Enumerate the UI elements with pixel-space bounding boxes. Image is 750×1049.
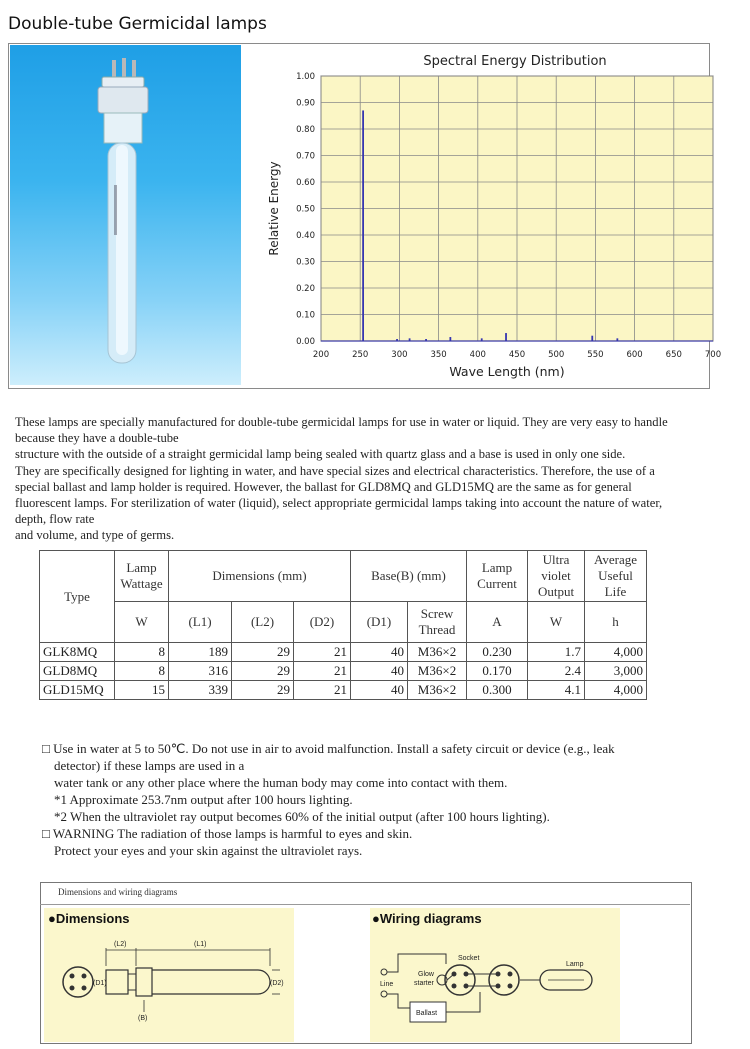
note-line: *1 Approximate 253.7nm output after 100 hours lighting. [54, 792, 353, 807]
header-uv-output: Ultra violet Output [528, 551, 585, 602]
diagrams-header [40, 882, 690, 905]
cell: 29 [232, 681, 294, 700]
header-lamp-current: Lamp Current [467, 551, 528, 602]
table-row [40, 681, 647, 700]
y-tick-label: 0.60 [296, 178, 315, 188]
label-b: (B) [138, 1015, 148, 1022]
x-tick-label: 400 [469, 350, 486, 360]
unit-cell: (L2) [232, 602, 294, 643]
y-tick-label: 0.00 [296, 337, 315, 347]
label-d2: (D2) [270, 980, 284, 987]
wiring-title: ●Wiring diagrams [372, 911, 482, 926]
description-line: and volume, and type of germs. [15, 528, 175, 543]
notes [42, 740, 702, 859]
x-tick-label: 500 [548, 350, 565, 360]
cell: 0.230 [467, 643, 528, 662]
cell: 4,000 [585, 643, 647, 662]
note-line: *2 When the ultraviolet ray output becomes 60% of the initial output (after 100 hours lighting). [54, 809, 550, 824]
header-type: Type [40, 551, 115, 643]
spectral-line [505, 333, 507, 341]
spectral-line [409, 338, 411, 341]
spectral-line [362, 110, 364, 341]
unit-cell: Screw Thread [408, 602, 467, 643]
note-line: water tank or any other place where the human body may come into contact with them. [54, 775, 508, 790]
spectral-chart [248, 45, 722, 390]
description-line: structure with the outside of a straight germicidal lamp being sealed with quartz glass and a base is used in only one side. [15, 447, 626, 462]
cell: 29 [232, 643, 294, 662]
y-tick-label: 0.10 [296, 310, 315, 321]
y-tick-label: 0.70 [296, 151, 315, 162]
description-line: special ballast and lamp holder is required. However, the ballast for GLD8MQ and GLD15MQ are the same as for general [15, 479, 632, 494]
header-dimensions: Dimensions (mm) [169, 551, 351, 602]
cell: 0.300 [467, 681, 528, 700]
unit-cell: W [115, 602, 169, 643]
cell: 2.4 [528, 662, 585, 681]
dimensions-panel [44, 908, 294, 1042]
unit-cell: h [585, 602, 647, 643]
unit-cell: (D1) [351, 602, 408, 643]
dimensions-drawing [44, 908, 294, 1042]
x-ticks [313, 350, 721, 360]
spectral-line [425, 339, 427, 341]
cell: 40 [351, 662, 408, 681]
y-ticks [296, 72, 315, 347]
dimensions-title: ●Dimensions [48, 911, 130, 926]
spectral-line [616, 338, 618, 341]
x-tick-label: 700 [704, 350, 722, 360]
cell: 40 [351, 643, 408, 662]
label-l2: (L2) [114, 941, 127, 948]
spec-table [39, 550, 647, 700]
cell: 21 [294, 662, 351, 681]
spectral-line [591, 336, 593, 341]
cell: 0.170 [467, 662, 528, 681]
label-d1: (D1) [93, 980, 107, 987]
y-tick-label: 0.20 [296, 284, 315, 294]
spectral-line [396, 339, 398, 341]
diagrams-header-label: Dimensions and wiring diagrams [58, 887, 178, 897]
description-line: because they have a double-tube [15, 431, 179, 446]
label-ballast: Ballast [416, 1010, 438, 1017]
cell: 339 [169, 681, 232, 700]
description-line: fluorescent lamps. For sterilization of water (liquid), select appropriate germicidal lamps taking into account the nature of water, [15, 496, 663, 511]
page-title: Double-tube Germicidal lamps [8, 14, 267, 34]
cell: 189 [169, 643, 232, 662]
x-tick-label: 450 [508, 350, 526, 360]
note-line: □ WARNING The radiation of those lamps is harmful to eyes and skin. [42, 826, 413, 841]
y-tick-label: 1.00 [296, 72, 315, 82]
y-tick-label: 0.80 [296, 125, 315, 135]
cell: GLD8MQ [40, 662, 115, 681]
description-line: These lamps are specially manufactured for double-tube germicidal lamps for use in water or liquid. They are very easy to handle [15, 415, 668, 429]
label-starter: starter [414, 980, 434, 987]
cell: 40 [351, 681, 408, 700]
cell: 21 [294, 681, 351, 700]
lamp-photo [10, 45, 241, 385]
spectral-chart-svg [248, 45, 722, 390]
x-tick-label: 200 [312, 350, 330, 360]
cell: GLK8MQ [40, 643, 115, 662]
cell: M36×2 [408, 643, 467, 662]
note-line: Protect your eyes and your skin against the ultraviolet rays. [54, 843, 363, 858]
label-socket: Socket [458, 955, 480, 962]
label-l1: (L1) [194, 941, 207, 948]
table-row [40, 643, 647, 662]
unit-cell: A [467, 602, 528, 643]
description [15, 414, 720, 544]
lamp-image [10, 45, 241, 385]
x-tick-label: 350 [430, 350, 447, 360]
header-base: Base(B) (mm) [351, 551, 467, 602]
label-glow: Glow [418, 971, 434, 978]
x-tick-label: 250 [352, 350, 369, 360]
description-line: They are specifically designed for lighting in water, and have special sizes and electrical characteristics. Therefore, the use of a [15, 463, 655, 478]
label-lamp: Lamp [566, 961, 584, 968]
cell: 4.1 [528, 681, 585, 700]
note-line: detector) if these lamps are used in a [54, 758, 245, 773]
y-tick-label: 0.30 [296, 257, 315, 268]
table-row [40, 662, 647, 681]
y-tick-label: 0.50 [296, 204, 315, 215]
unit-cell: (L1) [169, 602, 232, 643]
note-line: □ Use in water at 5 to 50℃. Do not use in air to avoid malfunction. Install a safety circuit or device (e.g., leak [42, 741, 615, 756]
chart-title: Spectral Energy Distribution [423, 54, 607, 69]
unit-cell: (D2) [294, 602, 351, 643]
description-line: depth, flow rate [15, 512, 95, 527]
cell: 21 [294, 643, 351, 662]
header-useful-life: Average Useful Life [585, 551, 647, 602]
x-tick-label: 550 [587, 350, 604, 360]
y-axis-label: Relative Energy [267, 161, 281, 256]
header-lamp-wattage: Lamp Wattage [115, 551, 169, 602]
cell: 29 [232, 662, 294, 681]
cell: 4,000 [585, 681, 647, 700]
cell: 1.7 [528, 643, 585, 662]
cell: 8 [115, 662, 169, 681]
cell: 316 [169, 662, 232, 681]
x-axis-label: Wave Length (nm) [449, 364, 565, 379]
cell: 3,000 [585, 662, 647, 681]
x-tick-label: 300 [391, 350, 408, 360]
unit-cell: W [528, 602, 585, 643]
wiring-panel [370, 908, 620, 1042]
cell: M36×2 [408, 681, 467, 700]
wiring-drawing [370, 908, 620, 1042]
cell: 15 [115, 681, 169, 700]
spectral-line [481, 338, 483, 341]
cell: M36×2 [408, 662, 467, 681]
label-line: Line [380, 981, 394, 988]
x-tick-label: 600 [626, 350, 643, 360]
cell: 8 [115, 643, 169, 662]
cell: GLD15MQ [40, 681, 115, 700]
spectral-line [449, 337, 451, 341]
x-tick-label: 650 [665, 350, 682, 360]
y-tick-label: 0.90 [296, 98, 315, 109]
y-tick-label: 0.40 [296, 231, 315, 241]
